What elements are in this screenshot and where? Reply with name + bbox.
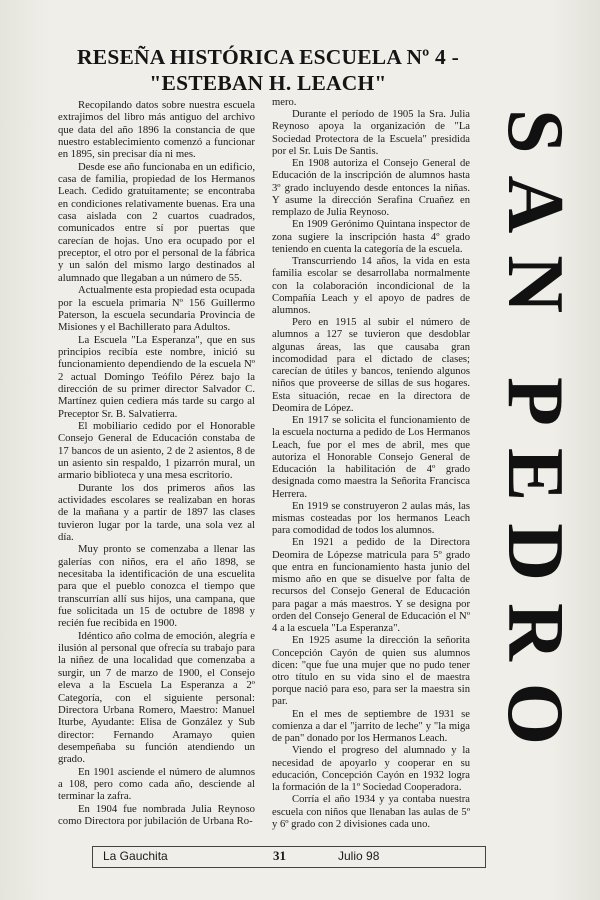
article-title-line-1: RESEÑA HISTÓRICA ESCUELA Nº 4 - [77,45,459,69]
paragraph: Corría el año 1934 y ya contaba nuestra escuela con niños que llenaban las aulas de 5º y 6º grado con 2 divisiones cada uno. [272,794,470,830]
paragraph: En 1908 autoriza el Consejo General de Educación de la inscripción de alumnos hasta 3º grado incluyendo desde entonces la niñas. Y asume la dirección Serafina Cruañez en remplazo de Julia Reynoso. [272,158,470,219]
side-title [491,50,580,825]
paragraph: Idéntico año colma de emoción, alegría e ilusión al personal que ofrecía su trabajo para la niñez de una localidad que comenzaba a surgir, un 7 de marzo de 1900, el Consejo eleva a la Escuela La Esperanza a 2º Categoría, con el siguiente personal: Directora Urbana Romero, Maestro: Manuel Iturbe, Ayudante: Elisa de González y Sub director: Fernando Aramayo quien desempeñaba su función atendiendo un grado. [58,629,255,766]
page-footer [92,846,486,868]
paragraph: Desde ese año funcionaba en un edificio, casa de familia, propiedad de los Hermanos Leach. Cedido gratuitamente; se encontraba en condiciones relativamente buenas. Era una casa aislada con 2 cuartos cuadrados, comunicados entre sí por puertas que carecían de hojas. Uno era ocupado por el preceptor, el otro por el personal de la fábrica y un salón del mismo largo destinados al alumnado que llegaban a un número de 55. [58,160,255,284]
footer-page-number: 31 [273,848,286,863]
paragraph: Durante el período de 1905 la Sra. Julia Reynoso apoya la organización de "La Sociedad Protectora de la Escuela" presidida por el Sr. Luis De Santis. [272,109,470,157]
article-title [58,44,478,96]
paragraph: El mobiliario cedido por el Honorable Consejo General de Educación constaba de 17 bancos de un asiento, 2 de 2 asientos, 8 de un asiento sin respaldo, 1 pizarrón mural, un armario biblioteca y una mesa escritorio. [58,419,255,482]
paragraph: Viendo el progreso del alumnado y la necesidad de apoyarlo y cooperar en su educación, Concepción Cayón en 1932 logra la formación de la 1º Sociedad Cooperadora. [272,745,470,794]
left-column [58,99,255,827]
paragraph: Muy pronto se comenzaba a llenar las galerías con niños, era el año 1898, se necesitaba la identificación de una escuelita para que el pueblo conozca el tiempo que transcurrían allí sus hijos, una campana, que fue solicitada un 15 de octubre de 1898 y recién fue recibida en 1900. [58,543,255,630]
paragraph: En 1904 fue nombrada Julia Reynoso como Directora por jubilación de Urbana Ro- [58,802,255,827]
paragraph: Actualmente esta propiedad esta ocupada por la escuela primaria Nº 156 Guillermo Paterson, la escuela secundaria Provincia de Misiones y el Bachillerato para Adultos. [58,284,255,334]
paragraph: En 1921 a pedido de la Directora Deomira de Lópezse matricula para 5º grado que entra en funcionamiento hasta junio del mismo año en que se disuelve por falta de recursos del Consejo General de Educación para pagar a más maestros. Y se designa por orden del Consejo General de Educación el Nº 4 a la escuela "La Esperanza". [272,537,470,635]
article-title-line-2: "ESTEBAN H. LEACH" [149,71,387,95]
paragraph: En 1909 Gerónimo Quintana inspector de zona sugiere la inscripción hasta 4º grado teniendo en cuenta la categoría de la escuela. [272,219,470,255]
paragraph: La Escuela "La Esperanza", que en sus principios recibía este nombre, inició su funcionamiento dependiendo de la escuela Nº 2 actual Domingo Teófilo Pérez bajo la dirección de su primer director Salvador C. Martínez quien cediera más tarde su cargo al Preceptor Sr. B. Salvatierra. [58,333,255,420]
footer-magazine-name: La Gauchita [103,849,168,863]
paragraph: Durante los dos primeros años las actividades escolares se realizaban en horas de la mañana y a partir de 1897 las clases tuvieron lugar por la tarde, una sola vez al día. [58,481,255,544]
paragraph: En 1917 se solicita el funcionamiento de la escuela nocturna a pedido de Los Hermanos Leach, fue por el mes de abril, mes que autoriza el Honorable Consejo General de Educación la habilitación de 4º grado designada como maestra la Señorita Francisca Herrera. [272,415,470,500]
paragraph: En 1925 asume la dirección la señorita Concepción Cayón de quien sus alumnos dicen: "que fue una mujer que no pudo tener otro título en su vida sino el de maestra porque nació para eso, para ser la maestra sin par. [272,635,470,708]
paragraph: Pero en 1915 al subir el número de alumnos a 127 se tuvieron que desdoblar algunas áreas, las que causaba gran incomodidad para el dictado de clases; carecían de útiles y bancos, teniendo algunos niños que proveerse de sillas de sus hogares. Esta situación, recae en la directora de Deomira de López. [272,317,470,414]
footer-issue-date: Julio 98 [338,849,380,863]
paragraph: En 1919 se construyeron 2 aulas más, las mismas costeadas por los hermanos Leach para comodidad de todos los alumnos. [272,500,470,537]
right-column [272,97,470,831]
paragraph: En el mes de septiembre de 1931 se comienza a dar el "jarrito de leche" y "la miga de pan" donado por los Hermanos Leach. [272,708,470,745]
paragraph: Transcurriendo 14 años, la vida en esta familia escolar se desarrollaba normalmente con la colaboración incondicional de la Compañía Leach y el apoyo de padres de alumnos. [272,256,470,316]
side-title-text: SAN PEDRO [491,108,580,767]
paragraph-continuation: mero. [272,97,297,108]
paragraph: En 1901 asciende el número de alumnos a 108, pero como cada año, desciende al terminar la zafra. [58,765,255,803]
paragraph: Recopilando datos sobre nuestra escuela extrajimos del libro más antiguo del archivo que data del año 1896 la constancia de que nuestro establecimiento comenzó a funcionar en 1895, sin precisar día ni mes. [58,99,255,161]
